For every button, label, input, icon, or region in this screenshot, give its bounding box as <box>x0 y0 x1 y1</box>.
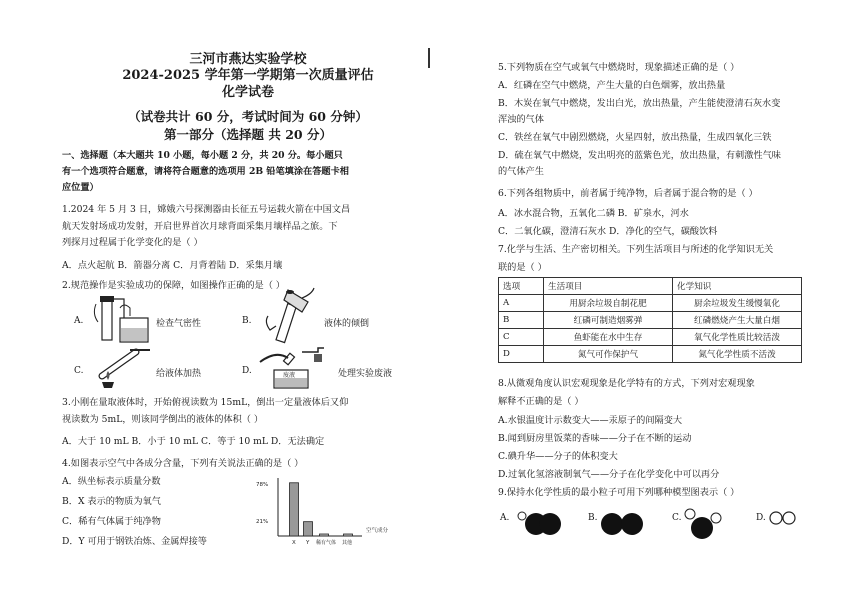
q4-option-c: C．稀有气体属于纯净物 <box>62 516 161 527</box>
q2-option-a-letter: A. <box>74 316 84 326</box>
q1-stem: 航天发射场成功发射，开启世界首次月球背面采集月壤样品之旅。下 <box>62 221 338 232</box>
q2-option-a-text: 检查气密性 <box>156 319 202 329</box>
gas-tightness-apparatus-image <box>90 294 152 346</box>
section-instructions: 应位置） <box>62 182 99 193</box>
q4-option-d: D．Y 可用于钢铁冶炼、金属焊接等 <box>62 536 207 547</box>
q2-option-d-text: 处理实验废液 <box>338 369 393 379</box>
x-tick-label: 其他 <box>342 540 353 546</box>
q8-stem: 解释不正确的是（ ） <box>498 396 584 407</box>
molecule-model-a-image <box>512 504 562 544</box>
section-instructions: 有一个选项符合题意，请将符合题意的选项用 2B 铅笔填涂在答题卡相 <box>62 166 349 177</box>
molecule-model-d-image <box>768 506 798 530</box>
bar-series <box>290 483 353 536</box>
q2-option-c-text: 给液体加热 <box>156 369 202 379</box>
q3-stem: 视读数为 5mL，则该同学倒出的液体的体积（ ） <box>62 414 264 425</box>
table-header-cell: 化学知识 <box>673 278 802 295</box>
bar-Y <box>304 522 313 536</box>
q9-option-a-letter: A. <box>500 513 510 523</box>
q3-options: A．大于 10 mL B．小于 10 mL C．等于 10 mL D．无法确定 <box>62 436 325 447</box>
q8-option-b: B.闻到厨房里饭菜的香味——分子在不断的运动 <box>498 433 692 444</box>
q1-stem: 列探月过程属于化学变化的是（ ） <box>62 237 203 248</box>
table-row <box>499 295 802 312</box>
q2-option-d-letter: D. <box>242 366 252 376</box>
x-axis-title: 空气成分 <box>366 528 389 534</box>
q2-option-c-letter: C. <box>74 366 84 376</box>
q9-option-c-letter: C. <box>672 513 682 523</box>
q4-option-b: B．X 表示的物质为氧气 <box>62 496 161 507</box>
table-row <box>499 312 802 329</box>
q5-option-b: 浑浊的气体 <box>498 114 544 125</box>
q6-options-row: C．二氧化碳，澄清石灰水 D．净化的空气，碳酸饮料 <box>498 226 718 237</box>
q4-stem: 4.如图表示空气中各成分含量，下列有关说法正确的是（ ） <box>62 458 304 469</box>
x-tick-label: 稀有气体 <box>316 540 337 546</box>
table-cell: 用厨余垃圾自制花肥 <box>544 295 673 312</box>
q5-stem: 5.下列物质在空气或氧气中燃烧时，现象描述正确的是（ ） <box>498 62 740 73</box>
q5-option-d: D．硫在氧气中燃烧，发出明亮的蓝紫色光，放出热量，有刺激性气味 <box>498 150 781 161</box>
table-cell: 鱼虾能在水中生存 <box>544 329 673 346</box>
bar-其他 <box>344 534 353 536</box>
table-cell: 厨余垃圾发生缓慢氧化 <box>673 295 802 312</box>
q2-option-b-text: 液体的倾倒 <box>324 319 370 329</box>
q8-option-c: C.碘升华——分子的体积变大 <box>498 451 618 462</box>
y-tick-label: 78% <box>256 482 269 488</box>
q5-option-a: A．红磷在空气中燃烧，产生大量的白色烟雾，放出热量 <box>498 80 726 91</box>
q8-option-a: A.水银温度计示数变大——汞原子的间隔变大 <box>498 415 683 426</box>
part-title: 第一部分（选择题 共 20 分） <box>164 127 332 142</box>
table-cell: D <box>499 346 544 363</box>
q8-option-d: D.过氧化氢溶液制氧气——分子在化学变化中可以再分 <box>498 469 720 480</box>
table-cell: 氮气化学性质不活泼 <box>673 346 802 363</box>
x-tick-label: X <box>292 540 296 546</box>
table-row <box>499 329 802 346</box>
q9-option-b-letter: B. <box>588 513 598 523</box>
q7-stem: 7.化学与生活、生产密切相关。下列生活项目与所述的化学知识无关 <box>498 244 774 255</box>
q3-stem: 3.小刚在量取液体时，开始俯视读数为 15mL，倒出一定量液体后又仰 <box>62 397 349 408</box>
waste-disposal-image <box>258 344 334 390</box>
q7-stem: 联的是（ ） <box>498 262 547 273</box>
q9-option-d-letter: D. <box>756 513 766 523</box>
table-row <box>499 346 802 363</box>
waste-bin-label: 废液 <box>283 372 296 379</box>
exam-info: （试卷共计 60 分，考试时间为 60 分钟） <box>128 109 368 124</box>
table-header-cell: 生活项目 <box>544 278 673 295</box>
q6-options-row: A．冰水混合物，五氧化二磷 B．矿泉水，河水 <box>498 208 689 219</box>
section-instructions: 一、选择题（本大题共 10 小题，每小题 2 分，共 20 分。每小题只 <box>62 150 343 161</box>
bar-稀有气体 <box>320 534 329 536</box>
air-composition-chart <box>254 474 424 548</box>
q1-stem: 1.2024 年 5 月 3 日，嫦娥六号探测器由长征五号运载火箭在中国文昌 <box>62 204 351 215</box>
q7-table <box>498 277 802 363</box>
table-header-cell: 选项 <box>499 278 544 295</box>
q6-stem: 6.下列各组物质中，前者属于纯净物，后者属于混合物的是（ ） <box>498 188 758 199</box>
q8-stem: 8.从微观角度认识宏观现象是化学特有的方式，下列对宏观现象 <box>498 378 755 389</box>
q2-stem: 2.规范操作是实验成功的保障，如图操作正确的是（ ） <box>62 280 285 291</box>
table-cell: 氧气化学性质比较活泼 <box>673 329 802 346</box>
table-cell: C <box>499 329 544 346</box>
q5-option-d: 的气体产生 <box>498 166 544 177</box>
table-cell: A <box>499 295 544 312</box>
exam-subject: 化学试卷 <box>221 85 274 100</box>
bar-X <box>290 483 299 536</box>
table-cell: 氮气可作保护气 <box>544 346 673 363</box>
q2-option-b-letter: B. <box>242 316 252 326</box>
x-tick-label: Y <box>306 540 310 546</box>
liquid-heating-image <box>92 346 156 390</box>
q5-option-c: C．铁丝在氧气中剧烈燃烧，火星四射，放出热量，生成四氧化三铁 <box>498 132 772 143</box>
molecule-model-b-image <box>598 504 648 544</box>
q5-option-b: B．木炭在氧气中燃烧，发出白光，放出热量，产生能使澄清石灰水变 <box>498 98 781 109</box>
school-name: 三河市燕达实验学校 <box>189 52 307 67</box>
y-tick-label: 21% <box>256 519 269 525</box>
q4-option-a: A．纵坐标表示质量分数 <box>62 476 161 487</box>
table-header-row <box>499 278 802 295</box>
column-divider <box>428 48 430 68</box>
q9-stem: 9.保持水化学性质的最小粒子可用下列哪种模型图表示（ ） <box>498 487 740 498</box>
table-cell: B <box>499 312 544 329</box>
q1-options: A．点火起航 B．箭器分离 C．月背着陆 D．采集月壤 <box>62 260 283 271</box>
exam-term: 2024-2025 学年第一学期第一次质量评估 <box>122 68 374 83</box>
liquid-pouring-image <box>258 286 318 346</box>
table-cell: 红磷可制造烟雾弹 <box>544 312 673 329</box>
table-cell: 红磷燃烧产生大量白烟 <box>673 312 802 329</box>
molecule-model-c-image <box>682 504 728 548</box>
